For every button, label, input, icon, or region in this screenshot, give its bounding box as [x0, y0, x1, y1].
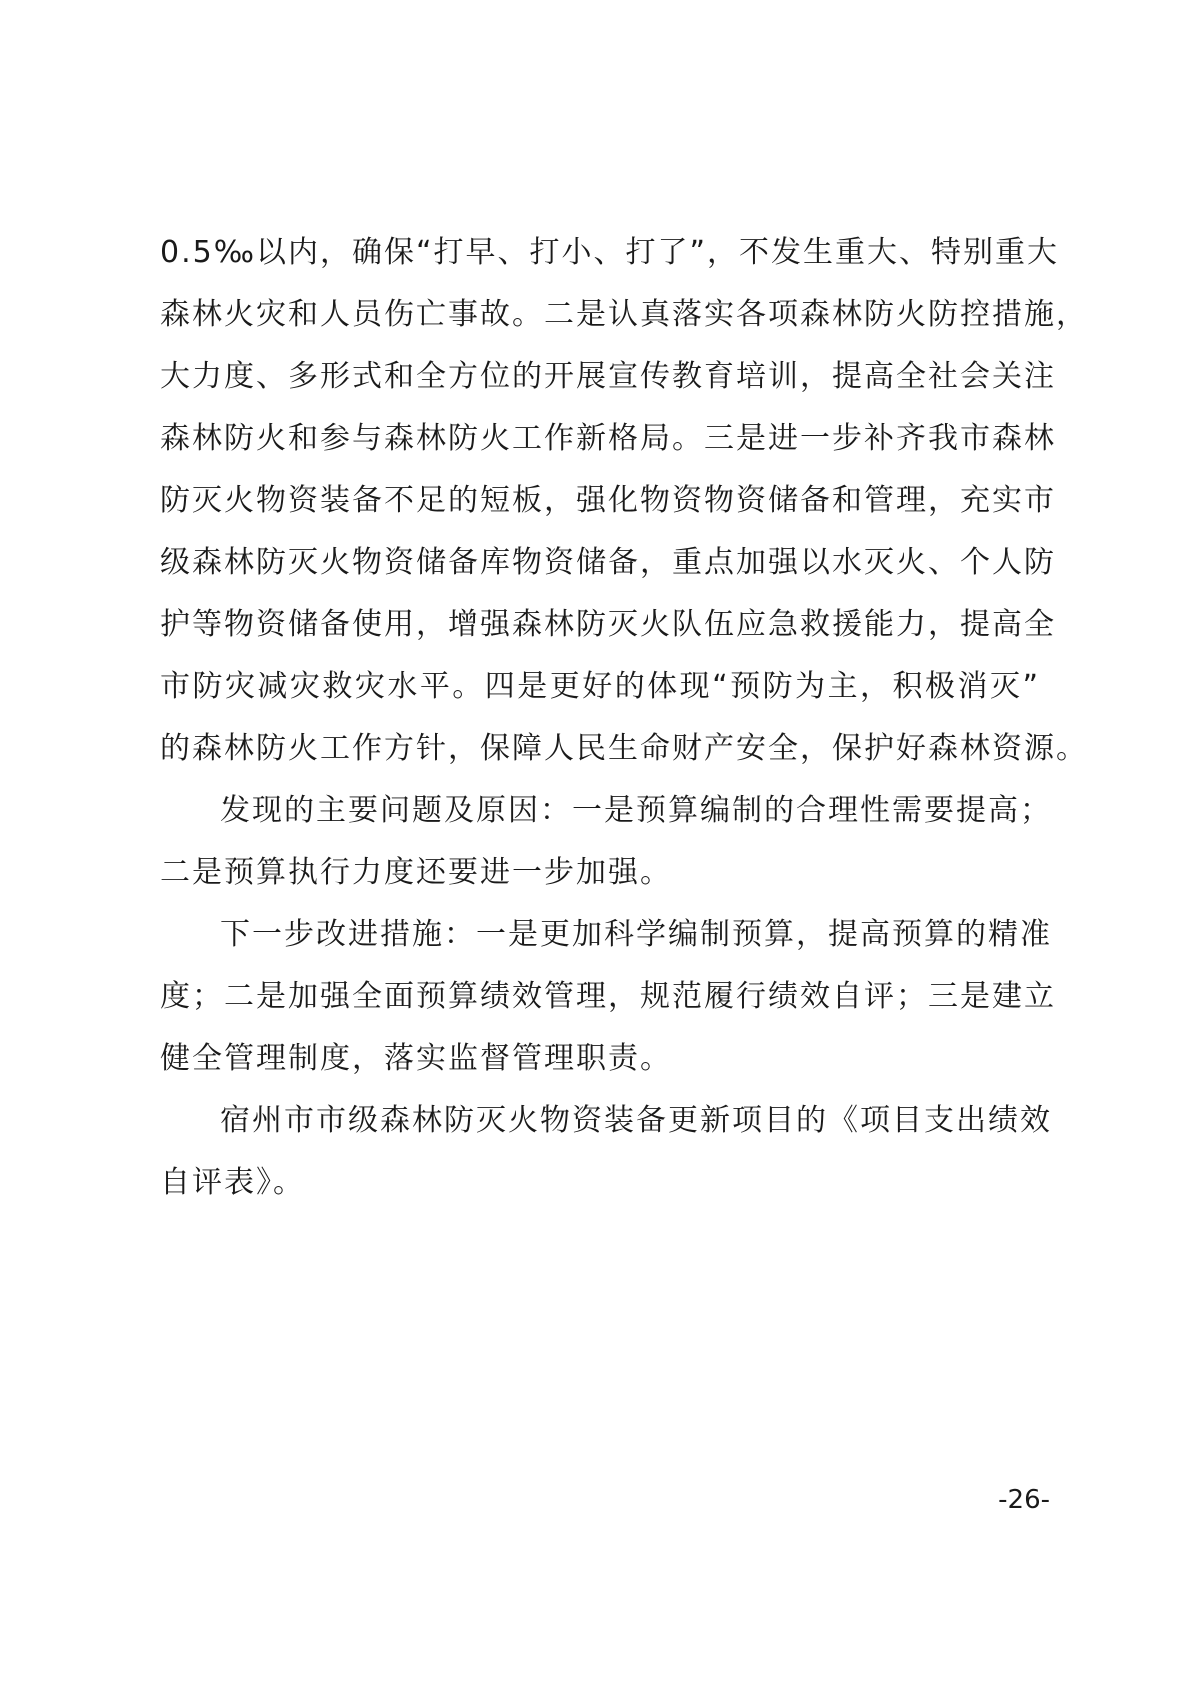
- paragraph-measures-summary: [160, 222, 1088, 780]
- text-line: 二是预算执行力度还要进一步加强。: [160, 855, 672, 890]
- text-line: 市防灾减灾救灾水平。四是更好的体现“预防为主，积极消灭”: [160, 669, 1040, 704]
- text-line: 森林防火和参与森林防火工作新格局。三是进一步补齐我市森林: [160, 421, 1056, 456]
- text-line: 森林火灾和人员伤亡事故。二是认真落实各项森林防火防控措施，: [160, 297, 1088, 332]
- text-line: 防灭火物资装备不足的短板，强化物资物资储备和管理，充实市: [160, 483, 1056, 518]
- body-text: [160, 222, 1088, 1214]
- text-line: 0.5‰以内，确保“打早、打小、打了”，不发生重大、特别重大: [160, 235, 1060, 270]
- page-number: -26-: [998, 1485, 1050, 1515]
- text-line: 自评表》。: [160, 1165, 305, 1200]
- text-line: 护等物资储备使用，增强森林防灭火队伍应急救援能力，提高全: [160, 607, 1056, 642]
- text-line: 健全管理制度，落实监督管理职责。: [160, 1041, 672, 1076]
- text-line: 大力度、多形式和全方位的开展宣传教育培训，提高全社会关注: [160, 359, 1056, 394]
- paragraph-attachment-note: [160, 1090, 1052, 1214]
- text-line: 的森林防火工作方针，保障人民生命财产安全，保护好森林资源。: [160, 731, 1088, 766]
- text-line: 下一步改进措施：一是更加科学编制预算，提高预算的精准: [220, 917, 1052, 952]
- text-line: 宿州市市级森林防灭火物资装备更新项目的《项目支出绩效: [220, 1103, 1052, 1138]
- paragraph-improvements: [160, 904, 1056, 1090]
- text-line: 发现的主要问题及原因：一是预算编制的合理性需要提高；: [220, 793, 1052, 828]
- text-line: 级森林防灭火物资储备库物资储备，重点加强以水灭火、个人防: [160, 545, 1056, 580]
- paragraph-problems: [160, 780, 1052, 904]
- text-line: 度；二是加强全面预算绩效管理，规范履行绩效自评；三是建立: [160, 979, 1056, 1014]
